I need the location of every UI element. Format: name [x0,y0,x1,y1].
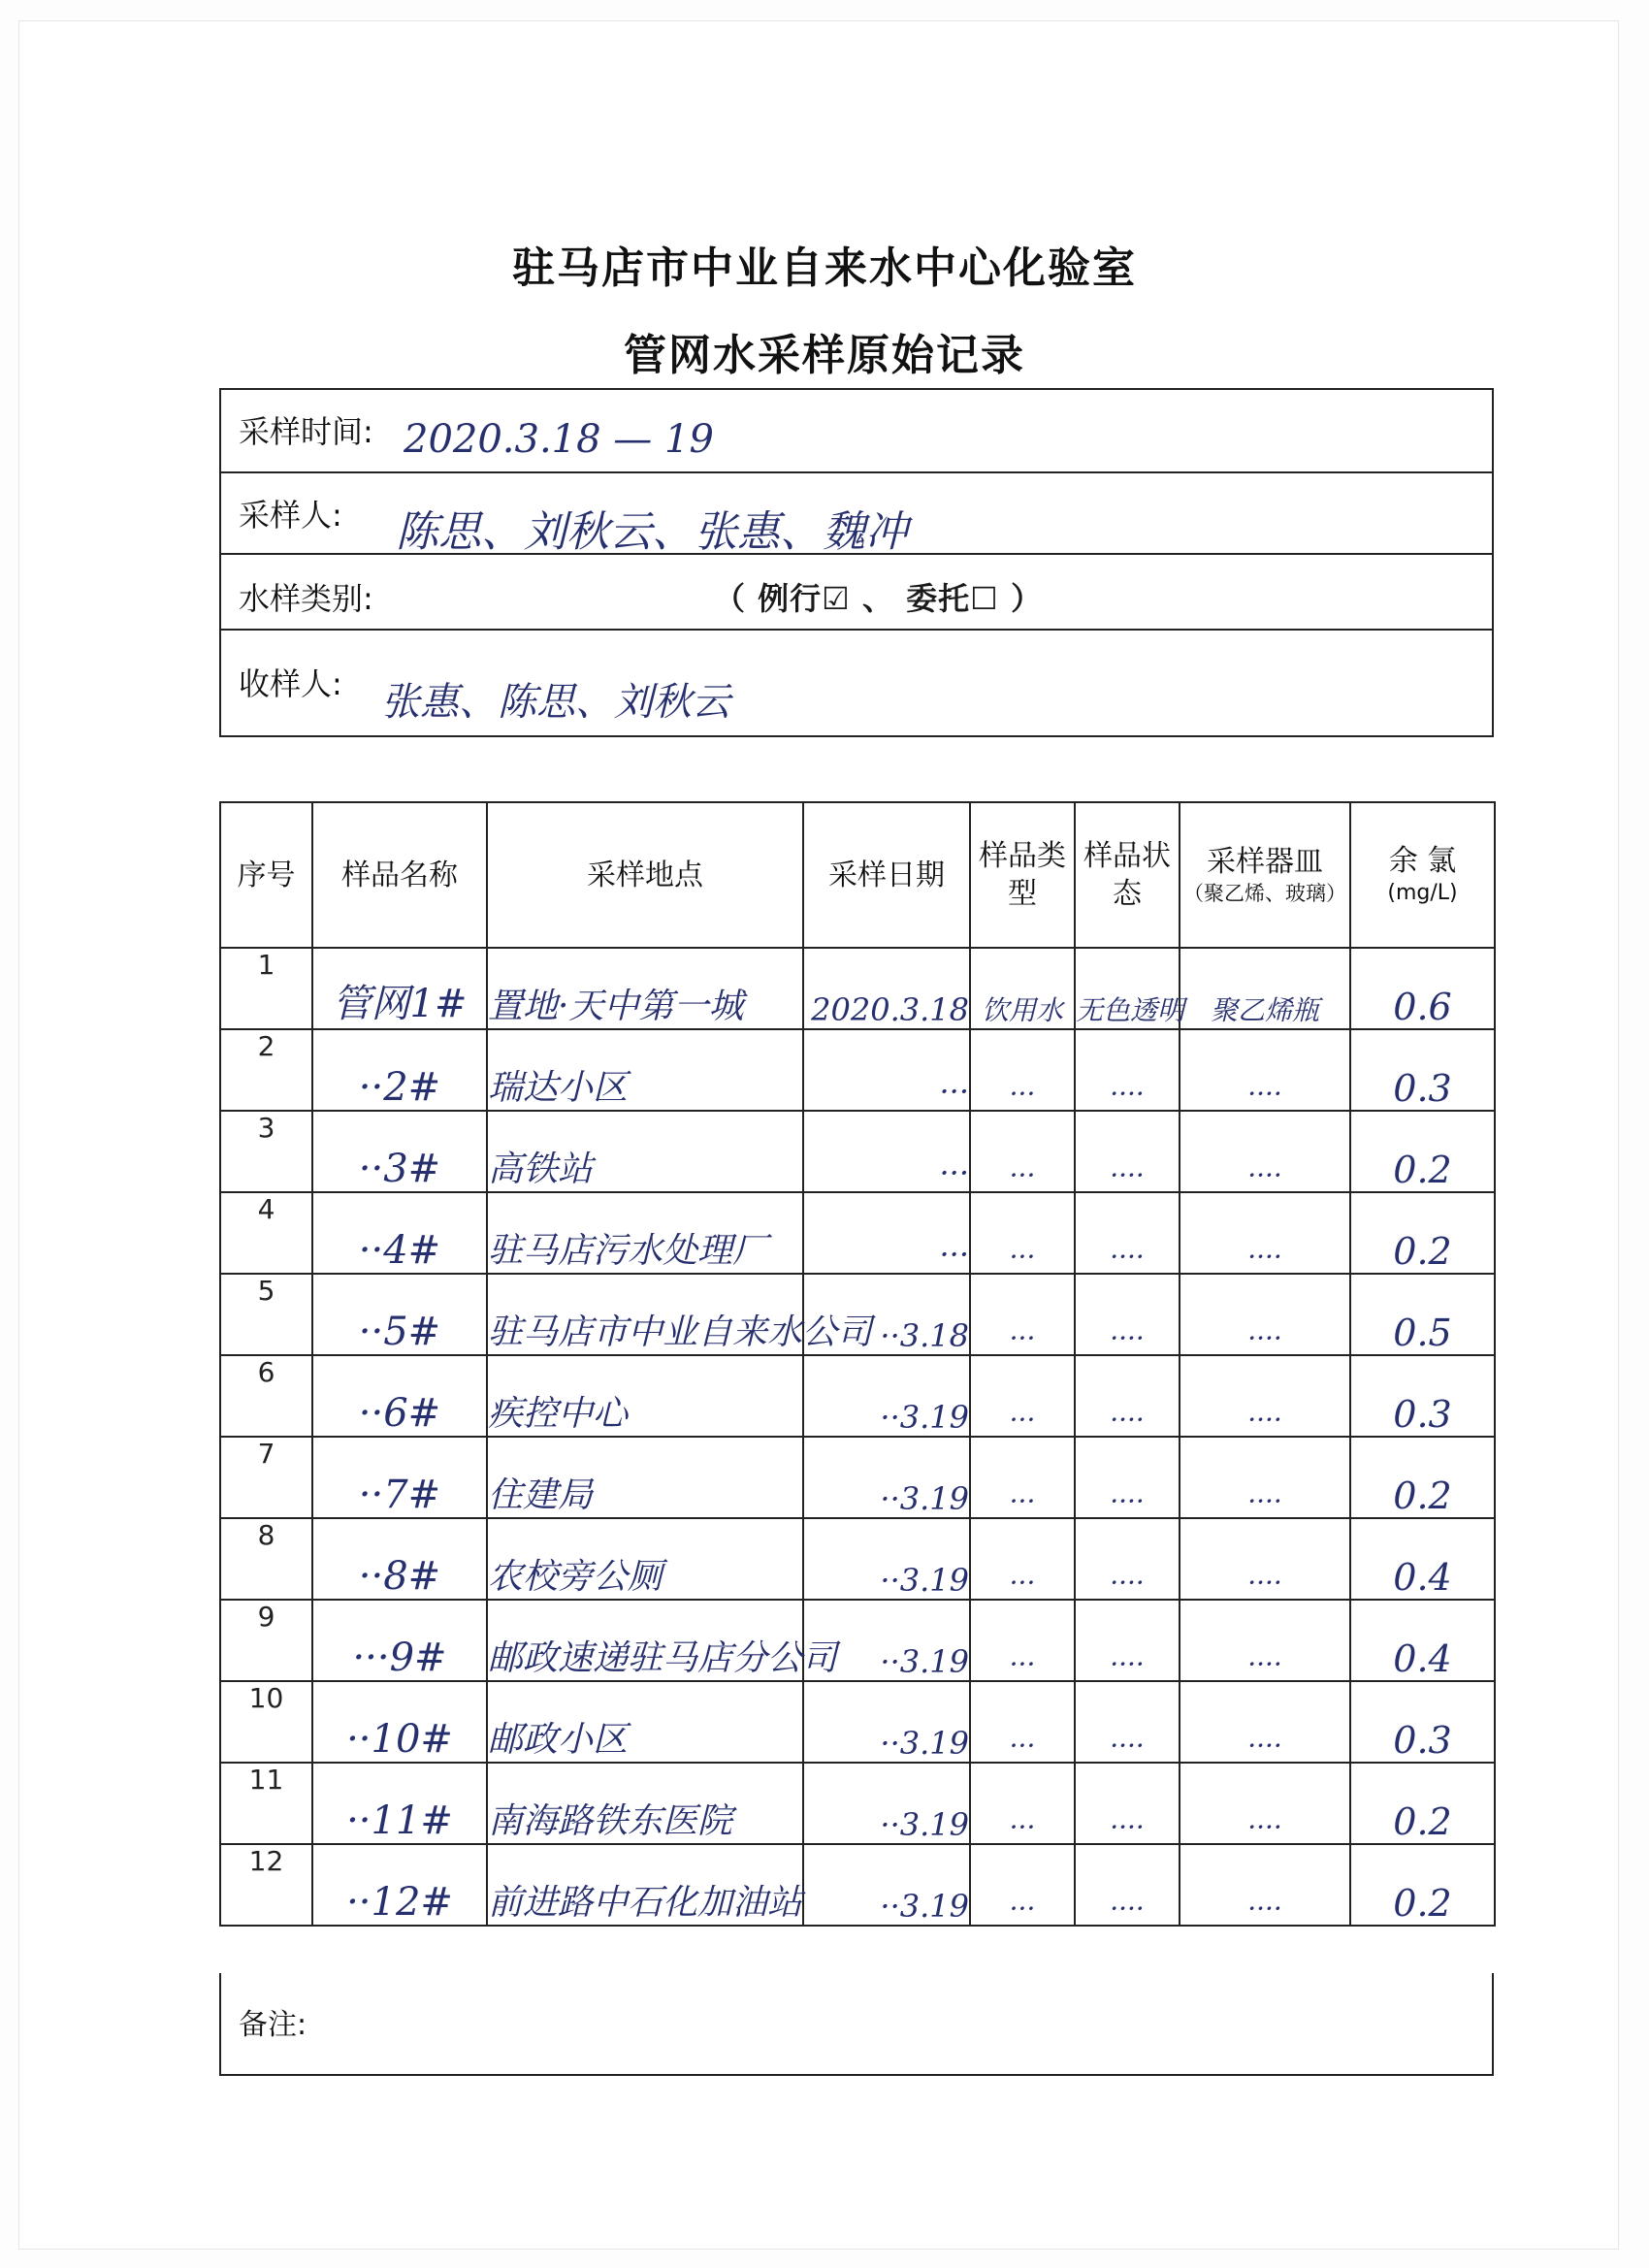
cell-chlorine: 0.2 [1350,1111,1495,1192]
cell-location: 疾控中心 [487,1355,803,1437]
cell-state: ···· [1075,1681,1180,1763]
cell-location: 住建局 [487,1437,803,1518]
table-header-row [220,802,1495,948]
col-header-chlorine-unit: (mg/L) [1387,881,1458,906]
sampler-label: 采样人: [239,497,342,534]
cell-date: ··3.19 [803,1844,970,1926]
col-header-vessel-sub: （聚乙烯、玻璃） [1183,881,1346,905]
cell-state: ···· [1075,1029,1180,1111]
sampler-value: 陈思、刘秋云、张惠、魏冲 [396,507,908,557]
cell-chlorine: 0.4 [1350,1518,1495,1600]
cell-vessel: ···· [1180,1029,1350,1111]
table-row [220,1355,1495,1437]
cell-name: ··2# [312,1029,487,1111]
cell-vessel: ···· [1180,1192,1350,1274]
cell-idx: 12 [220,1844,312,1926]
cell-name: ··5# [312,1274,487,1355]
cell-state: ···· [1075,1763,1180,1844]
cell-date: ··3.18 [803,1274,970,1355]
cell-date: ··3.19 [803,1437,970,1518]
cell-date: ··· [803,1029,970,1111]
cell-location: 驻马店污水处理厂 [487,1192,803,1274]
cell-state: 无色透明 [1075,948,1180,1029]
cell-location: 南海路铁东医院 [487,1763,803,1844]
cell-state: ···· [1075,1274,1180,1355]
cell-idx: 7 [220,1437,312,1518]
cell-date: ··· [803,1192,970,1274]
cell-chlorine: 0.5 [1350,1274,1495,1355]
table-row [220,1029,1495,1111]
cell-name: 管网1# [312,948,487,1029]
sample-type-row [221,555,1492,631]
col-header-idx: 序号 [220,802,312,948]
cell-state: ···· [1075,1437,1180,1518]
cell-name: ···9# [312,1600,487,1681]
cell-state: ···· [1075,1844,1180,1926]
cell-idx: 2 [220,1029,312,1111]
table-row [220,1518,1495,1600]
sampling-time-value: 2020.3.18 — 19 [404,417,714,462]
receiver-label: 收样人: [239,665,342,702]
cell-chlorine: 0.2 [1350,1437,1495,1518]
col-header-chlorine-main: 余 氯 [1388,844,1457,879]
table-row [220,1844,1495,1926]
cell-idx: 11 [220,1763,312,1844]
cell-idx: 3 [220,1111,312,1192]
cell-chlorine: 0.2 [1350,1763,1495,1844]
sample-table [219,801,1496,1927]
col-header-date: 采样日期 [803,802,970,948]
cell-chlorine: 0.2 [1350,1844,1495,1926]
cell-type: ··· [970,1518,1075,1600]
cell-chlorine: 0.6 [1350,948,1495,1029]
cell-vessel: ···· [1180,1844,1350,1926]
cell-date: ··3.19 [803,1763,970,1844]
page-subtitle: 管网水采样原始记录 [624,331,1025,380]
cell-vessel: ···· [1180,1600,1350,1681]
cell-vessel: ···· [1180,1763,1350,1844]
cell-idx: 8 [220,1518,312,1600]
cell-date: ··3.19 [803,1355,970,1437]
cell-state: ···· [1075,1192,1180,1274]
cell-type: ··· [970,1274,1075,1355]
cell-idx: 6 [220,1355,312,1437]
cell-location: 瑞达小区 [487,1029,803,1111]
cell-type: ··· [970,1844,1075,1926]
cell-state: ···· [1075,1111,1180,1192]
receiver-row [221,631,1492,735]
cell-idx: 1 [220,948,312,1029]
cell-location: 农校旁公厕 [487,1518,803,1600]
cell-name: ··10# [312,1681,487,1763]
cell-type: ··· [970,1192,1075,1274]
cell-state: ···· [1075,1518,1180,1600]
cell-location: 高铁站 [487,1111,803,1192]
sampler-row [221,473,1492,555]
cell-chlorine: 0.3 [1350,1029,1495,1111]
table-row [220,1192,1495,1274]
table-row [220,1437,1495,1518]
receiver-value: 张惠、陈思、刘秋云 [381,680,730,725]
cell-name: ··6# [312,1355,487,1437]
table-row [220,1681,1495,1763]
col-header-state: 样品状态 [1075,802,1180,948]
header-info-box [219,388,1494,737]
table-row [220,948,1495,1029]
col-header-type: 样品类型 [970,802,1075,948]
cell-location: 前进路中石化加油站 [487,1844,803,1926]
cell-name: ··7# [312,1437,487,1518]
sampling-time-label: 采样时间: [239,413,373,450]
cell-type: 饮用水 [970,948,1075,1029]
cell-name: ··11# [312,1763,487,1844]
cell-vessel: ···· [1180,1274,1350,1355]
col-header-chlorine [1350,802,1495,948]
cell-type: ··· [970,1111,1075,1192]
cell-date: ··3.19 [803,1600,970,1681]
cell-date: ··· [803,1111,970,1192]
col-header-vessel [1180,802,1350,948]
cell-chlorine: 0.2 [1350,1192,1495,1274]
cell-vessel: ···· [1180,1681,1350,1763]
cell-location: 置地·天中第一城 [487,948,803,1029]
table-row [220,1600,1495,1681]
cell-name: ··4# [312,1192,487,1274]
cell-chlorine: 0.4 [1350,1600,1495,1681]
cell-vessel: ···· [1180,1355,1350,1437]
cell-chlorine: 0.3 [1350,1355,1495,1437]
table-row [220,1111,1495,1192]
col-header-name: 样品名称 [312,802,487,948]
cell-location: 驻马店市中业自来水公司 [487,1274,803,1355]
table-row [220,1274,1495,1355]
cell-vessel: 聚乙烯瓶 [1180,948,1350,1029]
table-row [220,1763,1495,1844]
cell-idx: 10 [220,1681,312,1763]
cell-type: ··· [970,1763,1075,1844]
cell-type: ··· [970,1029,1075,1111]
sample-type-options: （ 例行☑ 、 委托☐ ） [714,580,1043,617]
cell-vessel: ···· [1180,1111,1350,1192]
cell-idx: 9 [220,1600,312,1681]
col-header-location: 采样地点 [487,802,803,948]
cell-vessel: ···· [1180,1518,1350,1600]
page-title: 驻马店市中业自来水中心化验室 [512,243,1137,293]
cell-state: ···· [1075,1600,1180,1681]
remarks-box [219,1973,1494,2076]
cell-date: ··3.19 [803,1681,970,1763]
cell-vessel: ···· [1180,1437,1350,1518]
cell-date: 2020.3.18 [803,948,970,1029]
sample-type-label: 水样类别: [239,580,373,617]
cell-idx: 4 [220,1192,312,1274]
cell-location: 邮政速递驻马店分公司 [487,1600,803,1681]
cell-type: ··· [970,1437,1075,1518]
sampling-time-row [221,390,1492,473]
cell-type: ··· [970,1681,1075,1763]
cell-name: ··12# [312,1844,487,1926]
col-header-vessel-main: 采样器皿 [1207,844,1323,879]
cell-type: ··· [970,1600,1075,1681]
cell-name: ··3# [312,1111,487,1192]
cell-date: ··3.19 [803,1518,970,1600]
cell-idx: 5 [220,1274,312,1355]
cell-state: ···· [1075,1355,1180,1437]
cell-chlorine: 0.3 [1350,1681,1495,1763]
cell-name: ··8# [312,1518,487,1600]
cell-type: ··· [970,1355,1075,1437]
cell-location: 邮政小区 [487,1681,803,1763]
remarks-label: 备注: [239,2008,307,2042]
